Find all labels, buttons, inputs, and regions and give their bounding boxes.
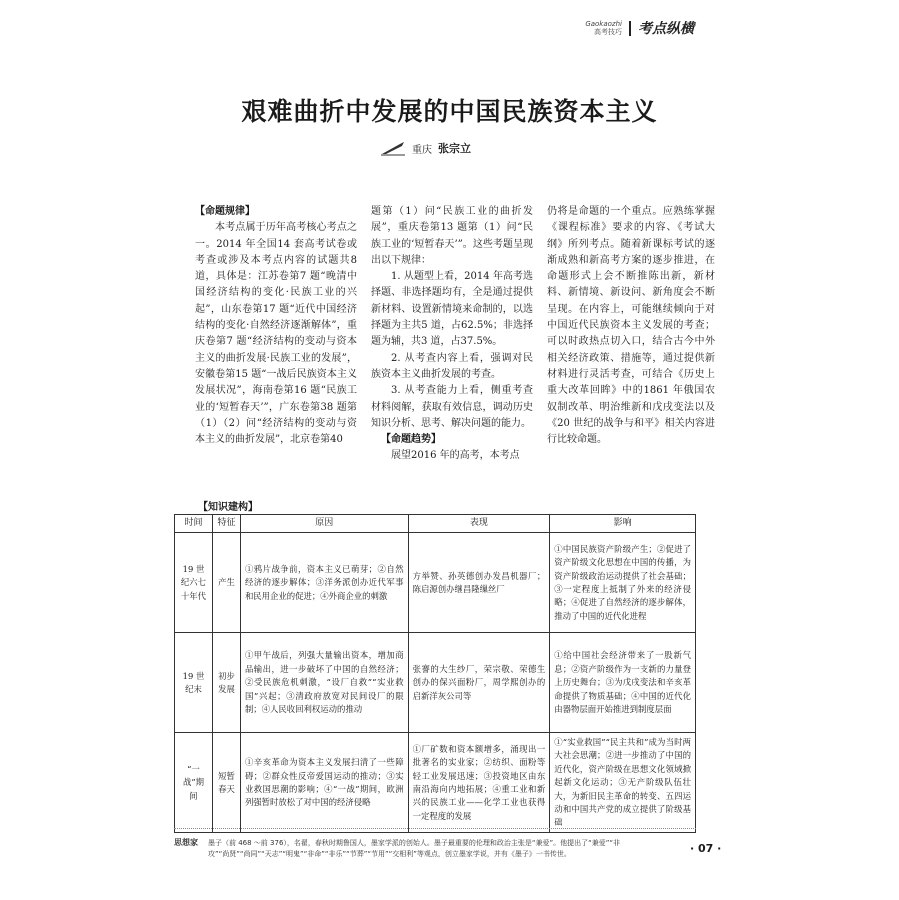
table-row [175,733,696,833]
brand-latin: Gaokaozhi [585,20,622,28]
paragraph: 3. 从考查能力上看，侧重考查材料阅解，获取有效信息，调动历史知识分析、思考、解决问题的能力。 [371,385,533,429]
table-row [175,533,696,633]
era-cell: 19 世纪末 [175,633,213,733]
manifest-cell: 张謇的大生纱厂，荣宗敬、荣德生创办的保兴面粉厂，周学熙创办的启新洋灰公司等 [408,633,550,733]
era-cell: “一战”期间 [175,733,213,833]
table-header-row [175,515,696,533]
page-number: · 07 · [690,842,722,855]
cause-cell: ①辛亥革命为资本主义发展扫清了一些障碍；②群众性反帝爱国运动的推动；③实业救国思潮的影响；④“一战”期间，欧洲列强暂时放松了对中国的经济侵略 [240,733,408,833]
author-name: 张宗立 [438,142,471,155]
knowledge-table [174,514,696,833]
paragraph: 题第（1）问“民族工业的曲折发展”，重庆卷第13 题第（1）问“民族工业的‘短暂春天’”。这些考题呈现出以下规律： [371,206,533,266]
section-tag-rules: 【命题规律】 [195,206,255,217]
column-header: 影响 [550,515,696,533]
footer-label: 思想家 [174,838,198,847]
manifest-cell: ①厂矿数和资本额增多，涌现出一批著名的实业家；②纺织、面粉等轻工业发展迅速；③投资地区由东南沿海向内地拓展；④重工业和新兴的民族工业——化学工业也获得一定程度的发展 [408,733,550,833]
era-cell: 19 世纪六七十年代 [175,533,213,633]
impact-cell: ①给中国社会经济带来了一股新气息；②资产阶级作为一支新的力量登上历史舞台；③为戊戌变法和辛亥革命提供了物质基础；④中国的近代化由器物层面开始推进到制度层面 [550,633,696,733]
column-header: 表现 [408,515,550,533]
column-header: 时间 [175,515,213,533]
cause-cell: ①鸦片战争前，资本主义已萌芽；②自然经济的逐步解体；③洋务派创办近代军事和民用企业的促进；④外商企业的刺激 [240,533,408,633]
author-city: 重庆 [412,144,432,156]
footer-divider [174,828,696,829]
paragraph: 本考点属于历年高考核心考点之一。2014 年全国14 套高考试卷或考查或涉及本考点内容的试题共8 道，具体是：江苏卷第7 题“晚清中国经济结构的变化·民族工业的兴起”，山东卷第17 题“近代中国经济结构的变化·自然经济逐渐解体”，重庆卷第7 题“经济结构的变动与资本主义的曲折发展·民族工业的发展”，安徽卷第15 题“一战后民族资本主义发展状况”，海南卷第16 题“民族工业的‘短暂春天’”，广东卷第38 题第（1）（2）问“经济结构的变动与资本主义的曲折发展”，北京卷第40 [195,222,357,446]
paragraph: 仍将是命题的一个重点。应熟练掌握《课程标准》要求的内容、《考试大纲》所列考点。随着新课标考试的逐渐成熟和新高考方案的逐步推进，在命题形式上会不断推陈出新，新材料、新情境、新设问、新角度会不断呈现。在内容上，可能继续倾向于对中国近代民族资本主义发展的考查；可以时政热点切入口，结合古今中外相关经济政策、措施等，通过提供新材料进行灵活考查，可结合《历史上重大改革回眸》中的1861 年俄国农奴制改革、明治维新和戊戌变法以及《20 世纪的战争与和平》相关内容进行比较命题。 [547,206,715,446]
manifest-cell: 方举赞、孙英德创办发昌机器厂；陈启源创办继昌隆缫丝厂 [408,533,550,633]
brand-mark [585,20,622,36]
page-header [585,18,694,38]
header-divider [629,21,631,36]
paragraph: 2. 从考查内容上看，强调对民族资本主义曲折发展的考查。 [371,352,533,380]
column-header: 原因 [240,515,408,533]
column-1 [195,204,357,448]
quill-pen-icon [380,140,406,156]
column-3 [547,204,715,448]
column-2 [371,204,533,465]
column-header: 特征 [212,515,240,533]
section-tag-trends: 【命题趋势】 [381,434,441,446]
feature-cell: 短暂春天 [212,733,240,833]
brand-cn: 高考技巧 [594,28,622,36]
cause-cell: ①甲午战后，列强大量输出资本，增加商品输出，进一步破坏了中国的自然经济；②受民族危机刺激，“设厂自救”“实业救国”兴起；③清政府放宽对民间设厂的限制；④人民收回利权运动的推动 [240,633,408,733]
paragraph: 1. 从题型上看，2014 年高考选择题、非选择题均有，全是通过提供新材料、设置新情境来命制的，以选择题为主共5 道，占62.5%；非选择题为辅，共3 道，占37.5%。 [371,271,533,348]
feature-cell: 产生 [212,533,240,633]
article-title: 艰难曲折中发展的中国民族资本主义 [241,97,658,126]
table-row [175,633,696,733]
section-name: 考点纵横 [638,21,694,37]
footer-text: 墨子（前 468 ～前 376），名翟，春秋时期鲁国人，墨家学派的创始人。墨子最重要的伦理和政治主张是“兼爱”。他提出了“兼爱”“非攻”“尚贤”“尚同”“天志”“明鬼”“非命”“非乐”“节葬”“节用”“交相利”等观点，创立墨家学说，并有《墨子》一书传世。 [208,839,621,858]
footer-note [174,838,634,859]
section-tag-knowledge: 【知识建构】 [198,502,258,513]
impact-cell: ①中国民族资产阶级产生；②促进了资产阶级文化思想在中国的传播，为资产阶级政治运动提供了社会基础；③一定程度上抵制了外来的经济侵略；④促进了自然经济的逐步解体，推动了中国的近代化进程 [550,533,696,633]
feature-cell: 初步发展 [212,633,240,733]
impact-cell: ①“实业救国”“民主共和”成为当时两大社会思潮；②进一步推动了中国的近代化，资产阶级在思想文化领域掀起新文化运动；③无产阶级队伍壮大，为新旧民主革命的转变、五四运动和中国共产党的成立提供了阶级基础 [550,733,696,833]
author-line [380,140,471,156]
paragraph: 展望2016 年的高考，本考点 [391,450,520,462]
